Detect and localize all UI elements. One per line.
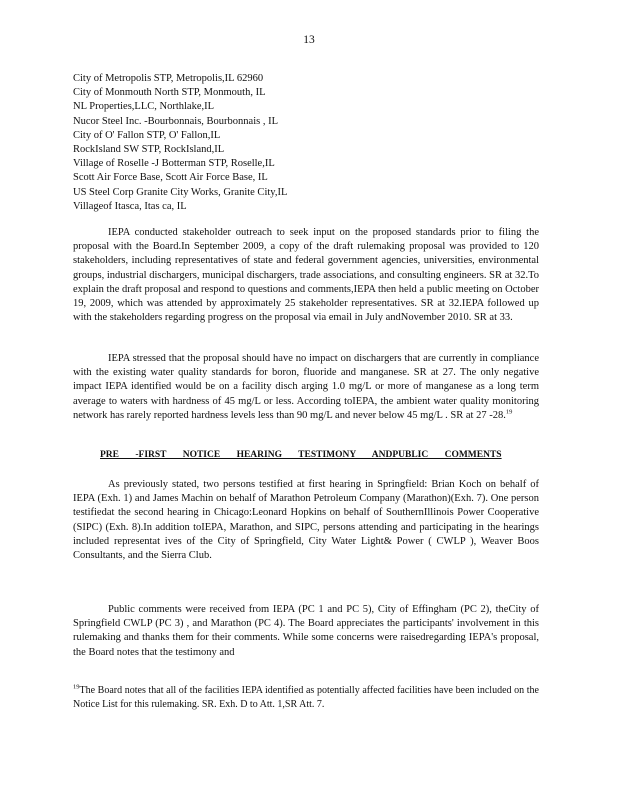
facility-item: US Steel Corp Granite City Works, Granite City,IL bbox=[73, 186, 288, 198]
facility-item: City of Metropolis STP, Metropolis,IL 62960 bbox=[73, 73, 264, 84]
section-heading: PRE -FIRST NOTICE HEARING TESTIMONY ANDPUBLIC COMMENTS bbox=[100, 450, 502, 460]
footnote-text: The Board notes that all of the facilities IEPA identified as potentially affected facilities have been included on the Notice List for this rulemaking. SR. Exh. D to Att. 1,SR Att. 7. bbox=[73, 685, 539, 710]
impact-paragraph bbox=[73, 352, 539, 423]
comments-paragraph: Public comments were received from IEPA (PC 1 and PC 5), City of Effingham (PC 2), theCity of Springfield CWLP (PC 3) , and Marathon (PC 4). The Board appreciates the participants' involvement in this rulemaking and thanks them for their comments. While some concerns were raisedregarding IEPA's proposal, the Board notes that the testimony and bbox=[73, 604, 539, 658]
facility-item: Villageof Itasca, Itas ca, IL bbox=[73, 200, 187, 212]
outreach-paragraph: IEPA conducted stakeholder outreach to seek input on the proposed standards prior to filing the proposal with the Board.In September 2009, a copy of the draft rulemaking proposal was provided to 120 stakeholders, including representatives of state and federal government agencies, universities, environmental groups, industrial dischargers, municipal dischargers, trade associations, and consulting engineers. SR at 32.To explain the draft proposal and respond to questions and comments,IEPA then held a public meeting on October 19, 2009, which was attended by approximately 25 stakeholder representatives. SR at 32.IEPA followed up with the stakeholders regarding progress on the proposal via email in July andNovember 2010. SR at 33. bbox=[73, 227, 539, 324]
facility-item: RockIsland SW STP, RockIsland,IL bbox=[73, 144, 225, 156]
footnote-reference: 19 bbox=[505, 408, 513, 416]
footnote-number: 19 bbox=[73, 683, 80, 691]
footnote bbox=[73, 684, 539, 711]
facility-item: Nucor Steel Inc. -Bourbonnais, Bourbonnais , IL bbox=[73, 115, 279, 127]
facility-list bbox=[73, 72, 543, 214]
facility-item: City of Monmouth North STP, Monmouth, IL bbox=[73, 87, 266, 99]
facility-item: City of O' Fallon STP, O' Fallon,IL bbox=[73, 129, 221, 141]
testimony-paragraph: As previously stated, two persons testified at first hearing in Springfield: Brian Koch on behalf of IEPA (Exh. 1) and James Machin on behalf of Marathon Petroleum Company (Marathon)(Exh. 7). One person testifiedat the second hearing in Chicago:Leonard Hopkins on behalf of SouthernIllinois Power Cooperative (SIPC) (Exh. 8).In addition toIEPA, Marathon, and SIPC, persons attending and participating in the hearings included representat ives of the City of Springfield, City Water Light& Power ( CWLP ), Weaver Boos Consultants, and the Sierra Club. bbox=[73, 479, 539, 562]
facility-item: Scott Air Force Base, Scott Air Force Base, IL bbox=[73, 172, 268, 184]
page-number: 13 bbox=[303, 34, 315, 46]
impact-text: IEPA stressed that the proposal should have no impact on dischargers that are currently in compliance with the existing water quality standards for boron, fluoride and manganese. SR at 27. The only negative impact IEPA identified would be on a facility disch arging 1.0 mg/L or more of manganese as a long term average to waters with hardness of 45 mg/L or less. According toIEPA, the ambient water quality monitoring network has rarely reported hardness levels less than 90 mg/L and never below 45 mg/L . SR at 27 -28. bbox=[73, 353, 539, 421]
facility-item: NL Properties,LLC, Northlake,IL bbox=[73, 101, 215, 113]
facility-item: Village of Roselle -J Botterman STP, Roselle,IL bbox=[73, 158, 275, 170]
